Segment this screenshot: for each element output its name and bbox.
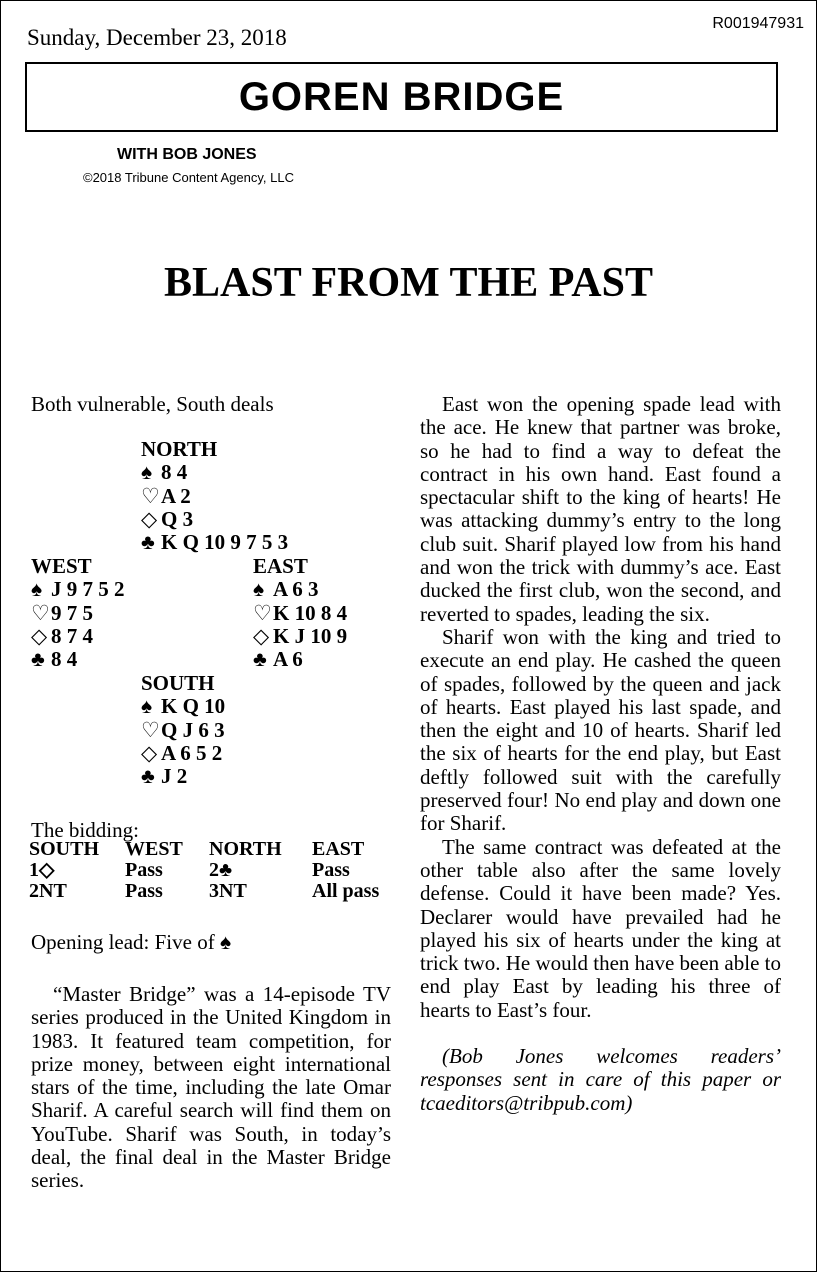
date: Sunday, December 23, 2018	[27, 25, 287, 50]
bid: All pass	[312, 880, 380, 902]
deal-diagram	[31, 438, 401, 798]
diamond-icon: ◇	[31, 623, 48, 648]
east-hearts-cards: K 10 8 4	[273, 600, 348, 625]
bidding-table	[29, 839, 402, 902]
south-hearts	[141, 719, 225, 742]
north-hearts	[141, 485, 288, 508]
bid: 2NT	[29, 880, 67, 902]
bid: Pass	[125, 880, 163, 902]
east-diamonds	[253, 625, 347, 648]
north-diamonds	[141, 508, 288, 531]
west-clubs-cards: 8 4	[51, 647, 78, 672]
east-clubs	[253, 648, 347, 671]
spade-icon: ♠	[31, 577, 43, 602]
club-icon: ♣	[141, 764, 155, 789]
north-clubs-cards: K Q 10 9 7 5 3	[161, 530, 289, 555]
story-paragraph: “Master Bridge” was a 14-episode TV series produced in the United Kingdom in 1983. It featured team competition, for prize money, between eight international stars of the time, including the late Omar Sharif. A careful search will find them on YouTube. Sharif was South, in today’s deal, the final deal in the Master Bridge series.	[31, 982, 391, 1193]
bidding-header: WEST	[125, 838, 183, 860]
north-clubs	[141, 531, 288, 554]
diamond-icon: ◇	[253, 623, 270, 648]
club-icon: ♣	[141, 530, 155, 555]
column-title: GOREN BRIDGE	[25, 62, 778, 132]
bid: 2♣	[209, 859, 233, 881]
north-diamonds-cards: Q 3	[161, 506, 194, 531]
heart-icon: ♡	[253, 600, 272, 625]
west-diamonds-cards: 8 7 4	[51, 623, 93, 648]
spade-icon: ♠	[141, 460, 153, 485]
club-icon: ♣	[253, 647, 267, 672]
heart-icon: ♡	[31, 600, 50, 625]
west-spades	[31, 578, 125, 601]
west-label: WEST	[31, 554, 92, 578]
east-clubs-cards: A 6	[273, 647, 303, 672]
north-spades-cards: 8 4	[161, 460, 188, 485]
story-paragraph: East won the opening spade lead with the ace. He knew that partner was broke, so he had to find a way to defeat the contract in his own hand. East found a spectacular shift to the king of hearts! He was attacking dummy’s entry to the long club suit. Sharif played low from his hand and won the trick with dummy’s ace. East ducked the first club, won the second, and reverted to spades, leading the six.	[420, 392, 781, 626]
signoff: (Bob Jones welcomes readers’ responses sent in care of this paper or tcaeditors@tribpub.com)	[420, 1044, 781, 1115]
story-paragraph: Sharif won with the king and tried to execute an end play. He cashed the queen of spades, followed by the queen and jack of hearts. East played his last spade, and then the eight and 10 of hearts. Sharif led the six of hearts for the end play, but East deftly followed suit with the carefully preserved four! No end play and down one for Sharif.	[420, 624, 781, 836]
diamond-icon: ◇	[141, 740, 158, 765]
west-hearts-cards: 9 7 5	[51, 600, 93, 625]
spade-icon: ♠	[141, 694, 153, 719]
west-hearts	[31, 602, 125, 625]
north-label: NORTH	[141, 437, 218, 461]
east-hearts	[253, 602, 347, 625]
left-story	[31, 983, 391, 1193]
south-hand	[141, 672, 225, 788]
heart-icon: ♡	[141, 717, 160, 742]
south-spades	[141, 695, 225, 718]
bidding-header-row	[29, 839, 402, 860]
headline: BLAST FROM THE PAST	[164, 260, 653, 306]
north-spades	[141, 461, 288, 484]
bid: 3NT	[209, 880, 247, 902]
diamond-icon: ◇	[141, 506, 158, 531]
east-hand	[253, 555, 347, 671]
bidding-header: EAST	[312, 838, 365, 860]
east-label: EAST	[253, 554, 308, 578]
south-clubs-cards: J 2	[161, 764, 188, 789]
west-clubs	[31, 648, 125, 671]
spade-icon: ♠	[253, 577, 265, 602]
east-diamonds-cards: K J 10 9	[273, 623, 348, 648]
byline: WITH BOB JONES	[117, 146, 257, 163]
story-paragraph: The same contract was defeated at the other table also after the same lovely defense. Could it have been made? Yes. Declarer would have prevailed had he played his six of hearts under the king at trick two. He would then have been able to end play East by leading his three of hearts to East’s four.	[420, 834, 781, 1022]
south-diamonds-cards: A 6 5 2	[161, 740, 223, 765]
bidding-header: NORTH	[209, 838, 282, 860]
bid: Pass	[125, 859, 163, 881]
copyright: ©2018 Tribune Content Agency, LLC	[83, 170, 294, 185]
bidding-row	[29, 860, 402, 881]
south-label: SOUTH	[141, 671, 215, 695]
south-spades-cards: K Q 10	[161, 694, 226, 719]
left-column	[31, 393, 391, 416]
heart-icon: ♡	[141, 483, 160, 508]
opening-lead: Opening lead: Five of ♠	[31, 930, 232, 954]
right-column	[420, 393, 781, 1115]
south-hearts-cards: Q J 6 3	[161, 717, 225, 742]
north-hand	[141, 438, 288, 554]
south-clubs	[141, 765, 225, 788]
bidding-row	[29, 881, 402, 902]
bid: Pass	[312, 859, 350, 881]
east-spades-cards: A 6 3	[273, 577, 319, 602]
east-spades	[253, 578, 347, 601]
bidding-header: SOUTH	[29, 838, 100, 860]
west-spades-cards: J 9 7 5 2	[51, 577, 125, 602]
west-diamonds	[31, 625, 125, 648]
document-code: R001947931	[712, 15, 804, 32]
club-icon: ♣	[31, 647, 45, 672]
bidding-intro: The bidding:	[31, 818, 139, 842]
north-hearts-cards: A 2	[161, 483, 191, 508]
bid: 1◇	[29, 859, 55, 881]
west-hand	[31, 555, 125, 671]
conditions: Both vulnerable, South deals	[31, 392, 274, 416]
south-diamonds	[141, 742, 225, 765]
